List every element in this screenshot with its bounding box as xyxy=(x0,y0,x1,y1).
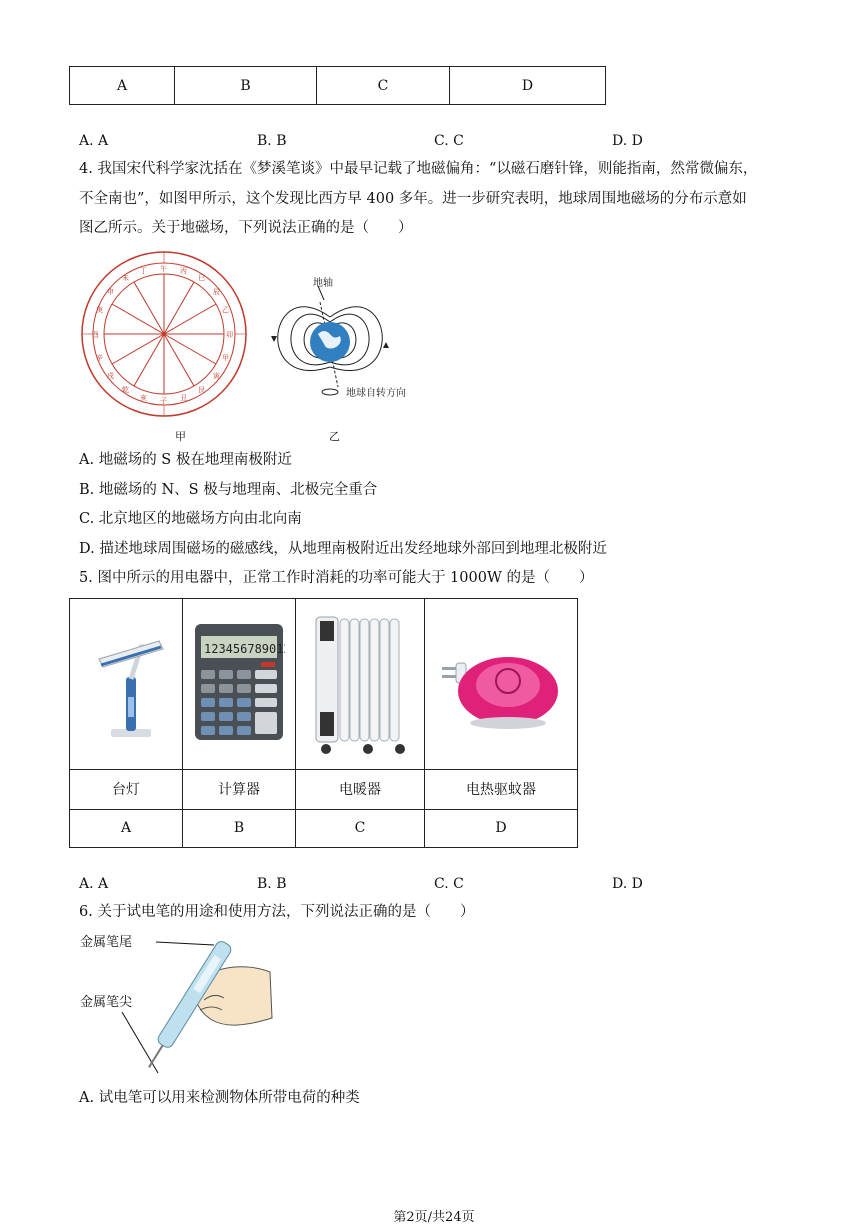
q6-option-a[interactable]: A. 试电笔可以用来检测物体所带电荷的种类 xyxy=(79,1090,360,1106)
page-footer: 第2页/共24页 xyxy=(393,1210,475,1225)
appliance-letter: A xyxy=(70,809,183,847)
svg-text:午: 午 xyxy=(160,265,167,273)
calculator-image-cell xyxy=(183,599,296,770)
mosquito-image-cell xyxy=(425,599,578,770)
svg-text:乙: 乙 xyxy=(222,306,229,314)
calculator-image xyxy=(193,622,285,742)
q5-option-b[interactable]: B. B xyxy=(257,876,287,892)
svg-text:丑: 丑 xyxy=(180,394,187,402)
q5-option-d[interactable]: D. D xyxy=(612,876,643,892)
oil-heater-image xyxy=(310,607,410,757)
mosquito-repeller-image xyxy=(436,627,566,737)
svg-text:乾: 乾 xyxy=(122,386,129,394)
q3-option-a[interactable]: A. A xyxy=(79,133,109,149)
table-cell: A xyxy=(70,67,175,105)
q3-option-b[interactable]: B. B xyxy=(257,133,287,149)
lamp-image-cell xyxy=(70,599,183,770)
appliance-name: 电暖器 xyxy=(296,769,425,809)
svg-text:未: 未 xyxy=(122,274,129,282)
svg-text:丙: 丙 xyxy=(180,267,187,275)
desk-lamp-image xyxy=(81,617,171,747)
svg-text:辰: 辰 xyxy=(213,288,220,296)
svg-text:巳: 巳 xyxy=(198,274,205,282)
q5-option-c[interactable]: C. C xyxy=(434,876,464,892)
q6-stem: 6. 关于试电笔的用途和使用方法，下列说法正确的是（ ） xyxy=(79,904,475,920)
table-cell: B xyxy=(175,67,317,105)
svg-text:卯: 卯 xyxy=(226,331,233,339)
axis-label: 地轴 xyxy=(313,278,333,289)
q4-option-a[interactable]: A. 地磁场的 S 极在地理南极附近 xyxy=(79,452,292,468)
q4-stem-line: 不全南也”，如图甲所示，这个发现比西方早 400 多年。进一步研究表明，地球周围地磁场的分布示意如 xyxy=(79,191,747,207)
q5-stem: 5. 图中所示的用电器中，正常工作时消耗的功率可能大于 1000W 的是（ ） xyxy=(79,570,594,586)
test-pen-figure xyxy=(76,928,280,1080)
svg-text:酉: 酉 xyxy=(92,331,99,339)
compass-figure xyxy=(80,250,248,418)
svg-text:辛: 辛 xyxy=(96,354,103,362)
appliance-name: 台灯 xyxy=(70,769,183,809)
appliance-letter: B xyxy=(183,809,296,847)
tail-label: 金属笔尾 xyxy=(80,935,133,950)
q3-answer-table xyxy=(69,66,606,105)
q5-appliance-table xyxy=(69,598,578,848)
svg-text:丁: 丁 xyxy=(140,267,147,275)
appliance-letter: D xyxy=(425,809,578,847)
q4-stem-line: 图乙所示。关于地磁场，下列说法正确的是（ ） xyxy=(79,220,413,236)
q3-option-d[interactable]: D. D xyxy=(612,133,643,149)
tip-label: 金属笔尖 xyxy=(80,995,133,1010)
svg-text:子: 子 xyxy=(160,397,167,405)
svg-text:亥: 亥 xyxy=(140,394,147,402)
earth-field-figure xyxy=(258,272,428,412)
appliance-letter: C xyxy=(296,809,425,847)
q4-option-d[interactable]: D. 描述地球周围磁场的磁感线，从地理南极附近出发经地球外部回到地理北极附近 xyxy=(79,541,607,557)
q4-option-c[interactable]: C. 北京地区的地磁场方向由北向南 xyxy=(79,511,302,527)
calculator-display: 123456789012 xyxy=(204,641,285,656)
q5-option-a[interactable]: A. A xyxy=(79,876,109,892)
heater-image-cell xyxy=(296,599,425,770)
svg-text:甲: 甲 xyxy=(222,354,229,362)
svg-text:艮: 艮 xyxy=(198,386,205,394)
figure-label-jia: 甲 xyxy=(175,430,186,443)
q4-option-b[interactable]: B. 地磁场的 N、S 极与地理南、北极完全重合 xyxy=(79,482,378,498)
figure-label-yi: 乙 xyxy=(329,430,340,443)
table-cell: C xyxy=(317,67,450,105)
svg-text:戌: 戌 xyxy=(107,372,114,380)
svg-text:申: 申 xyxy=(107,288,114,296)
svg-text:庚: 庚 xyxy=(96,306,103,314)
svg-text:寅: 寅 xyxy=(213,372,220,380)
q3-option-c[interactable]: C. C xyxy=(434,133,464,149)
appliance-name: 电热驱蚊器 xyxy=(425,769,578,809)
q4-stem-line: 4. 我国宋代科学家沈括在《梦溪笔谈》中最早记载了地磁偏角：“以磁石磨针锋，则能指南，然常微偏东， xyxy=(79,161,758,177)
rotation-label: 地球自转方向 xyxy=(346,388,406,399)
appliance-name: 计算器 xyxy=(183,769,296,809)
table-cell: D xyxy=(450,67,606,105)
